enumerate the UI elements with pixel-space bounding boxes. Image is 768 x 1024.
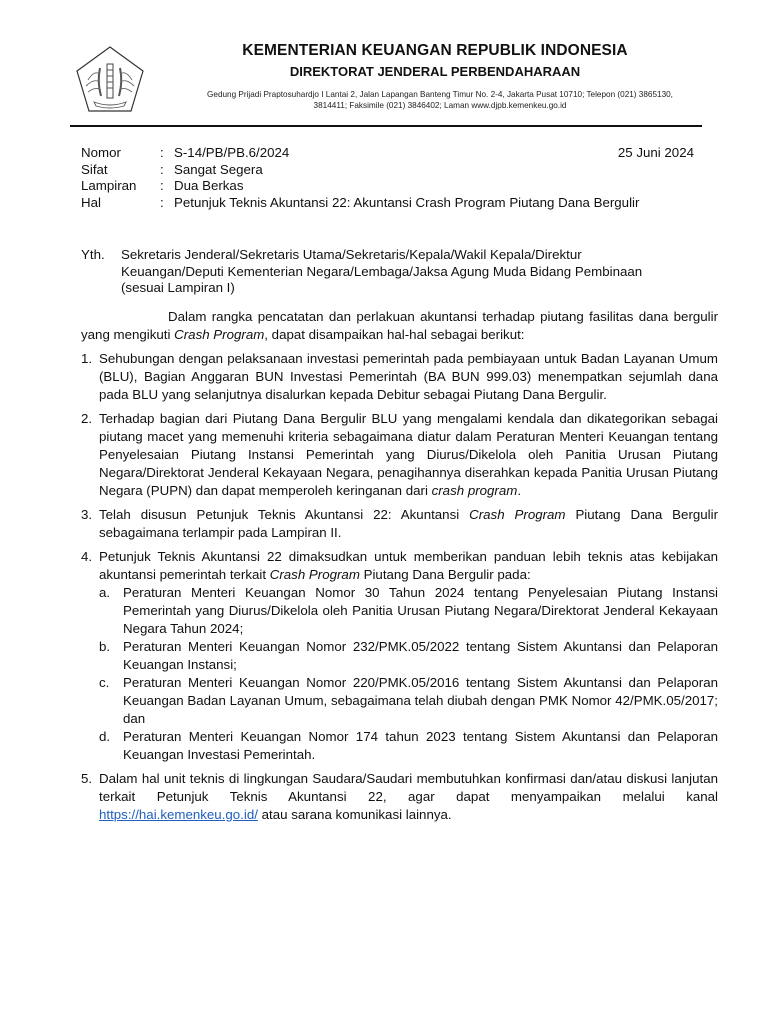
list-marker: 1. bbox=[81, 351, 93, 366]
meta-value: Petunjuk Teknis Akuntansi 22: Akuntansi Crash Program Piutang Dana Bergulir bbox=[174, 194, 640, 210]
addressee-text: Sekretaris Jenderal/Sekretaris Utama/Sekretaris/Kepala/Wakil Kepala/Direktur Keuangan/Deputi Kementerian Negara/Lembaga/Jaksa Agung Muda Bidang Pembinaan (sesuai Lampiran I) bbox=[121, 247, 643, 295]
list-item-text-end: atau sarana komunikasi lainnya. bbox=[257, 807, 452, 822]
regulation-sublist bbox=[99, 584, 718, 764]
meta-label: Sifat bbox=[81, 161, 108, 177]
list-marker: 4. bbox=[81, 549, 93, 564]
list-item-text: Telah disusun Petunjuk Teknis Akuntansi 22: Akuntansi bbox=[99, 507, 470, 522]
addressee-label: Yth. bbox=[81, 247, 105, 262]
meta-colon: : bbox=[160, 178, 164, 193]
list-item-emphasis: Crash Program bbox=[269, 567, 360, 582]
intro-text-end: , dapat disampaikan hal-hal sebagai berikut: bbox=[264, 327, 525, 342]
intro-text: Dalam rangka pencatatan dan perlakuan akuntansi terhadap piutang fasilitas dana bergulir yang mengikuti bbox=[81, 309, 718, 342]
list-item-text: Dalam hal unit teknis di lingkungan Saudara/Saudari membutuhkan konfirmasi dan/atau diskusi lanjutan terkait Petunjuk Teknis Akuntansi 22, agar dapat menyampaikan melalui kanal bbox=[99, 771, 718, 804]
sublist-item-text: Peraturan Menteri Keuangan Nomor 30 Tahun 2024 tentang Penyelesaian Piutang Instansi Pemerintah yang Diurus/Dikelola oleh Panitia Urusan Piutang Negara/Direktorat Jenderal Kekayaan Negara Tahun 2024; bbox=[123, 585, 718, 636]
list-item-1 bbox=[81, 350, 718, 404]
letterhead-divider bbox=[70, 125, 702, 127]
list-marker: 5. bbox=[81, 771, 93, 786]
sublist-item-text: Peraturan Menteri Keuangan Nomor 220/PMK.05/2016 tentang Sistem Akuntansi dan Pelaporan Keuangan Badan Layanan Umum, sebagaimana telah diubah dengan PMK Nomor 42/PMK.05/2017; dan bbox=[123, 675, 718, 726]
ministry-title: KEMENTERIAN KEUANGAN REPUBLIK INDONESIA bbox=[242, 42, 628, 59]
list-item-text: Petunjuk Teknis Akuntansi 22 dimaksudkan untuk memberikan panduan lebih teknis atas kebijakan akuntansi pemerintah terkait bbox=[99, 549, 718, 582]
list-marker: 3. bbox=[81, 507, 93, 522]
letterhead-address bbox=[160, 89, 720, 111]
sublist-marker: c. bbox=[99, 675, 110, 690]
letter-body bbox=[81, 308, 718, 830]
sublist-item-d bbox=[99, 728, 718, 764]
address-line-1: Gedung Prijadi Praptosuhardjo I Lantai 2, Jalan Lapangan Banteng Timur No. 2-4, Jakarta Pusat 10710; Telepon (021) 3865130, bbox=[207, 90, 673, 99]
meta-value: Dua Berkas bbox=[174, 178, 244, 193]
list-item-2 bbox=[81, 410, 718, 500]
meta-row-hal bbox=[81, 195, 639, 212]
intro-emphasis: Crash Program bbox=[174, 327, 265, 342]
list-item-5 bbox=[81, 770, 718, 824]
sublist-item-c bbox=[99, 674, 718, 728]
list-item-text-end: Piutang Dana Bergulir pada: bbox=[359, 567, 531, 582]
list-item-emphasis: Crash Program bbox=[469, 507, 566, 522]
meta-colon: : bbox=[160, 145, 164, 160]
intro-paragraph bbox=[81, 308, 718, 344]
list-item-3 bbox=[81, 506, 718, 542]
list-item-emphasis: crash program bbox=[431, 483, 518, 498]
sublist-item-b bbox=[99, 638, 718, 674]
list-item-text: Terhadap bagian dari Piutang Dana Bergulir BLU yang mengalami kendala dan dikategorikan sebagai piutang macet yang memenuhi kriteria sebagaimana diatur dalam Peraturan Menteri Keuangan tentang Penyelesaian Piutang Instansi Pemerintah yang Diurus/Dikelola oleh Panitia Urusan Piutang Negara/Direktorat Jenderal Kekayaan Negara, penagihannya diserahkan kepada Panitia Urusan Piutang Negara (PUPN) dan dapat memperoleh keringanan dari bbox=[99, 411, 718, 498]
numbered-list bbox=[81, 350, 718, 824]
kemenkeu-emblem-icon bbox=[74, 44, 146, 116]
sublist-marker: a. bbox=[99, 585, 111, 600]
meta-label: Hal bbox=[81, 194, 101, 210]
list-item-text: Sehubungan dengan pelaksanaan investasi pemerintah pada pembiayaan untuk Badan Layanan Umum (BLU), Bagian Anggaran BUN Investasi Pemerintah (BA BUN 999.03) menempatkan sejumlah dana pada BLU yang selanjutnya disalurkan kepada Debitur sebagai Piutang Dana Bergulir. bbox=[99, 351, 718, 402]
directorate-title: DIREKTORAT JENDERAL PERBENDAHARAAN bbox=[289, 64, 581, 79]
hai-kemenkeu-link[interactable]: https://hai.kemenkeu.go.id/ bbox=[99, 807, 258, 822]
meta-value: S-14/PB/PB.6/2024 bbox=[174, 145, 290, 160]
letter-date: 25 Juni 2024 bbox=[617, 145, 694, 160]
list-item-text-end: Piutang Dana Bergulir sebagaimana terlampir pada Lampiran II. bbox=[99, 507, 719, 540]
list-item-4 bbox=[81, 548, 718, 764]
meta-label: Lampiran bbox=[81, 178, 137, 193]
letter-meta bbox=[81, 145, 639, 211]
list-item-text-end: . bbox=[517, 483, 522, 498]
sublist-item-text: Peraturan Menteri Keuangan Nomor 232/PMK.05/2022 tentang Sistem Akuntansi dan Pelaporan Keuangan Instansi; bbox=[123, 639, 718, 672]
sublist-item-text: Peraturan Menteri Keuangan Nomor 174 tahun 2023 tentang Sistem Akuntansi dan Pelaporan Keuangan Investasi Pemerintah. bbox=[123, 729, 718, 762]
sublist-marker: d. bbox=[99, 729, 111, 744]
meta-row-lampiran bbox=[81, 178, 639, 195]
meta-row-sifat bbox=[81, 162, 639, 179]
meta-colon: : bbox=[160, 161, 164, 177]
meta-row-nomor bbox=[81, 145, 639, 162]
address-line-2: 3814411; Faksimile (021) 3846402; Laman www.djpb.kemenkeu.go.id bbox=[313, 101, 567, 110]
sublist-item-a bbox=[99, 584, 718, 638]
meta-colon: : bbox=[160, 194, 164, 210]
addressee bbox=[81, 247, 681, 297]
meta-label: Nomor bbox=[81, 145, 121, 160]
meta-value: Sangat Segera bbox=[174, 161, 263, 177]
list-marker: 2. bbox=[81, 411, 93, 426]
sublist-marker: b. bbox=[99, 639, 111, 654]
